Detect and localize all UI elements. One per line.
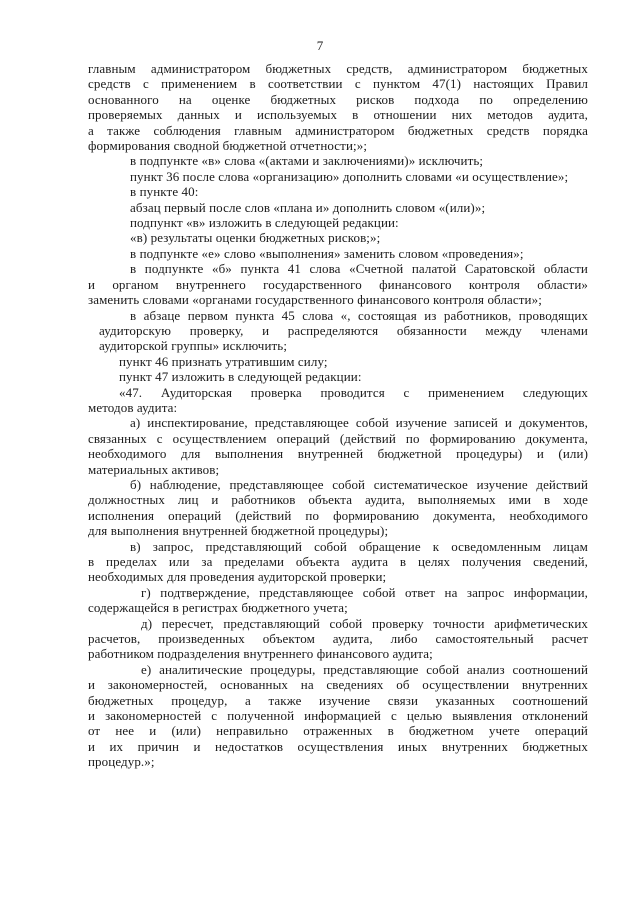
text-line: в пункте 40: [130, 184, 199, 200]
text-line: в подпункте «е» слово «выполнения» заменить словом «проведения»; [130, 245, 524, 261]
text-line: методов аудита: [88, 399, 178, 415]
text-line: необходимых для проведения аудиторской проверки; [88, 569, 387, 585]
text-line: аудиторской группы» исключить; [99, 338, 288, 354]
text-line: формирования сводной бюджетной отчетности;»; [88, 138, 368, 154]
text-line: «47. Аудиторская проверка проводится с применением следующих [119, 384, 588, 400]
text-line: в пределах или за пределами объекта аудита в целях получения сведений, [88, 554, 588, 569]
text-line: г) подтверждение, представляющее собой ответ на запрос информации, [141, 584, 588, 600]
text-line: подпункт «в» изложить в следующей редакции: [130, 215, 399, 231]
text-line: работником подразделения внутреннего финансового аудита; [88, 646, 433, 662]
text-line: в подпункте «б» пункта 41 слова «Счетной палатой Саратовской области [130, 261, 588, 277]
text-line: и их причин и недостатков осуществления иных внутренних бюджетных [88, 738, 588, 754]
text-line: бюджетных процедур, а также изучение связи указанных соотношений [88, 692, 588, 708]
text-line: необходимого для выполнения внутренней бюджетной процедуры) и (или) [88, 446, 588, 462]
page-number: 7 [316, 38, 324, 53]
text-line: д) пересчет, представляющий собой проверку точности арифметических [141, 615, 588, 631]
text-line: а) инспектирование, представляющее собой изучение записей и документов, [130, 415, 588, 431]
text-line: материальных активов; [88, 461, 220, 477]
text-line: связанных с осуществлением операций (действий по формированию документа, [88, 430, 588, 446]
text-line: заменить словами «органами государственного финансового контроля области»; [88, 292, 542, 308]
text-line: в подпункте «в» слова «(актами и заключениями)» исключить; [130, 153, 484, 169]
text-line: должностных лиц и работников объекта аудита, выполняемых ими в ходе [88, 492, 588, 508]
text-line: процедур.»; [88, 754, 155, 770]
text-line: аудиторскую проверку, и распределяются обязанности между членами [99, 322, 588, 338]
text-line: «в) результаты оценки бюджетных рисков;»; [130, 230, 381, 246]
text-line: в абзаце первом пункта 45 слова «, состоящая из работников, проводящих [130, 307, 588, 323]
text-line: для выполнения внутренней бюджетной процедуры); [88, 523, 389, 539]
text-line: и закономерностей, основанных на сведениях об осуществлении внутренних [88, 677, 588, 693]
text-line: и закономерностей с полученной информацией с целью выявления отклонений [88, 708, 588, 724]
text-line: в) запрос, представляющий собой обращение к осведомленным лицам [130, 538, 588, 554]
text-line: содержащейся в регистрах бюджетного учета; [88, 600, 348, 616]
text-line: пункт 36 после слова «организацию» дополнить словами «и осуществление»; [130, 168, 569, 184]
text-line: исполнения операций (действий по формированию документа, необходимого [88, 507, 588, 523]
text-line: пункт 47 изложить в следующей редакции: [119, 369, 362, 385]
text-line: е) аналитические процедуры, представляющие собой анализ соотношений [141, 661, 588, 677]
text-line: от нее и (или) неправильно отраженных в бюджетном учете операций [88, 723, 588, 739]
text-line: и органом внутреннего государственного финансового контроля области» [88, 276, 588, 292]
text-line: абзац первый после слов «плана и» дополнить словом «(или)»; [130, 199, 486, 215]
text-line: проверяемых данных и используемых в отношении них методов аудита, [88, 107, 588, 123]
text-line: расчетов, произведенных объектом аудита, либо самостоятельный расчет [88, 631, 588, 647]
text-line: средств с применением в соответствии с пунктом 47(1) настоящих Правил [88, 76, 588, 92]
text-line: основанного на оценке бюджетных рисков подхода по определению [88, 91, 588, 107]
text-line: главным администратором бюджетных средств, администратором бюджетных [88, 61, 588, 76]
text-line: а также соблюдения главным администратором бюджетных средств порядка [88, 122, 588, 138]
text-line: пункт 46 признать утратившим силу; [119, 353, 328, 369]
text-line: б) наблюдение, представляющее собой систематическое изучение действий [130, 476, 588, 492]
document-body [88, 61, 588, 770]
